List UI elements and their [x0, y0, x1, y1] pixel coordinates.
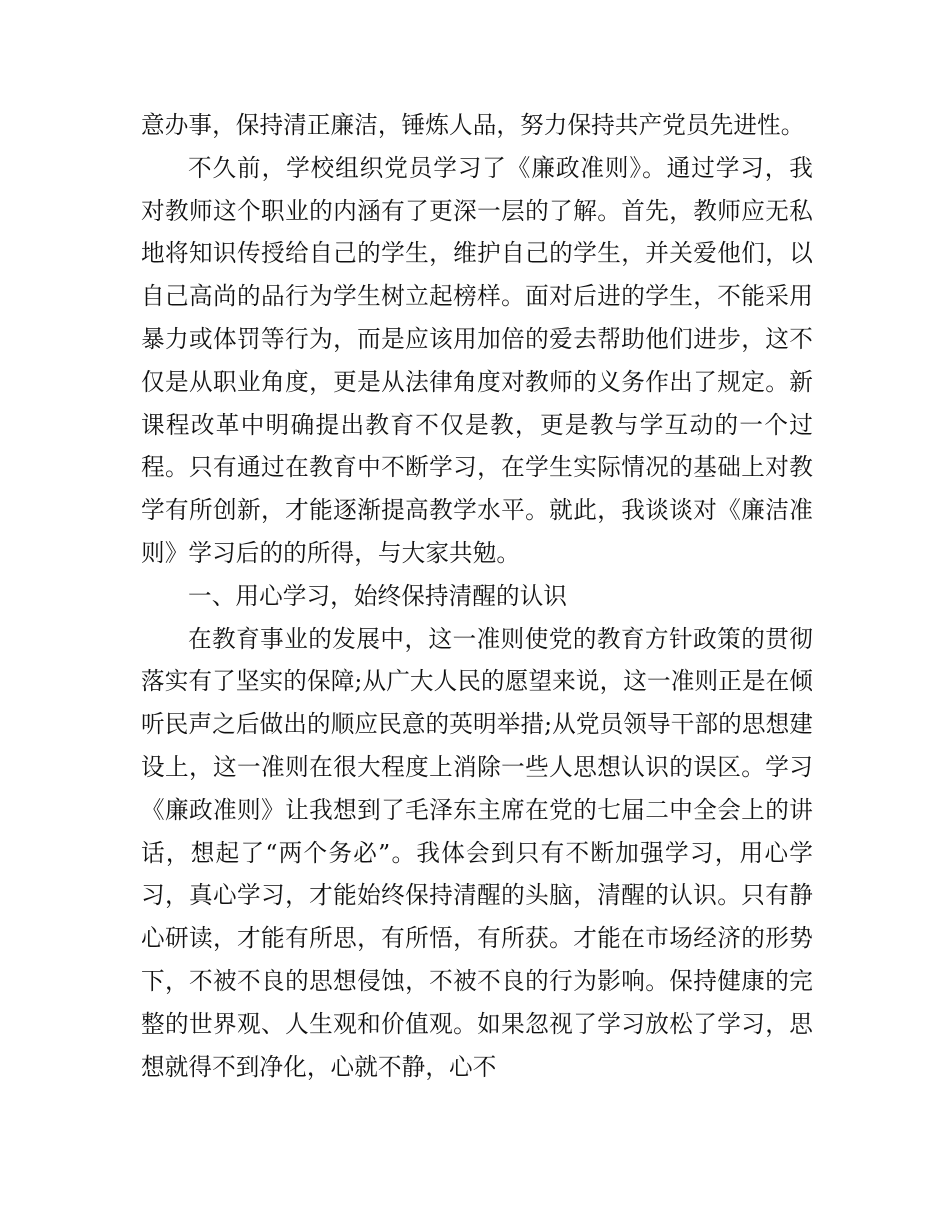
document-body — [141, 104, 813, 1088]
paragraph-section-1-body: 在教育事业的发展中，这一准则使党的教育方针政策的贯彻落实有了坚实的保障;从广大人民的愿望来说，这一准则正是在倾听民声之后做出的顺应民意的英明举措;从党员领导干部的思想建设上，这一准则在很大程度上消除一些人思想认识的误区。学习《廉政准则》让我想到了毛泽东主席在党的七届二中全会上的讲话，想起了“两个务必”。我体会到只有不断加强学习，用心学习，真心学习，才能始终保持清醒的头脑，清醒的认识。只有静心研读，才能有所思，有所悟，有所获。才能在市场经济的形势下，不被不良的思想侵蚀，不被不良的行为影响。保持健康的完整的世界观、人生观和价值观。如果忽视了学习放松了学习，思想就得不到净化，心就不静，心不 — [141, 624, 813, 1081]
section-heading-1: 一、用心学习，始终保持清醒的认识 — [188, 581, 568, 610]
paragraph-lianzheng-study: 不久前，学校组织党员学习了《廉政准则》。通过学习，我对教师这个职业的内涵有了更深一层的了解。首先，教师应无私地将知识传授给自己的学生，维护自己的学生，并关爱他们，以自己高尚的品行为学生树立起榜样。面对后进的学生，不能采用暴力或体罚等行为，而是应该用加倍的爱去帮助他们进步，这不仅是从职业角度，更是从法律角度对教师的义务作出了规定。新课程改革中明确提出教育不仅是教，更是教与学互动的一个过程。只有通过在教育中不断学习，在学生实际情况的基础上对教学有所创新，才能逐渐提高教学水平。就此，我谈谈对《廉洁准则》学习后的的所得，与大家共勉。 — [141, 153, 813, 567]
paragraph-continuation: 意办事，保持清正廉洁，锤炼人品，努力保持共产党员先进性。 — [141, 111, 805, 139]
